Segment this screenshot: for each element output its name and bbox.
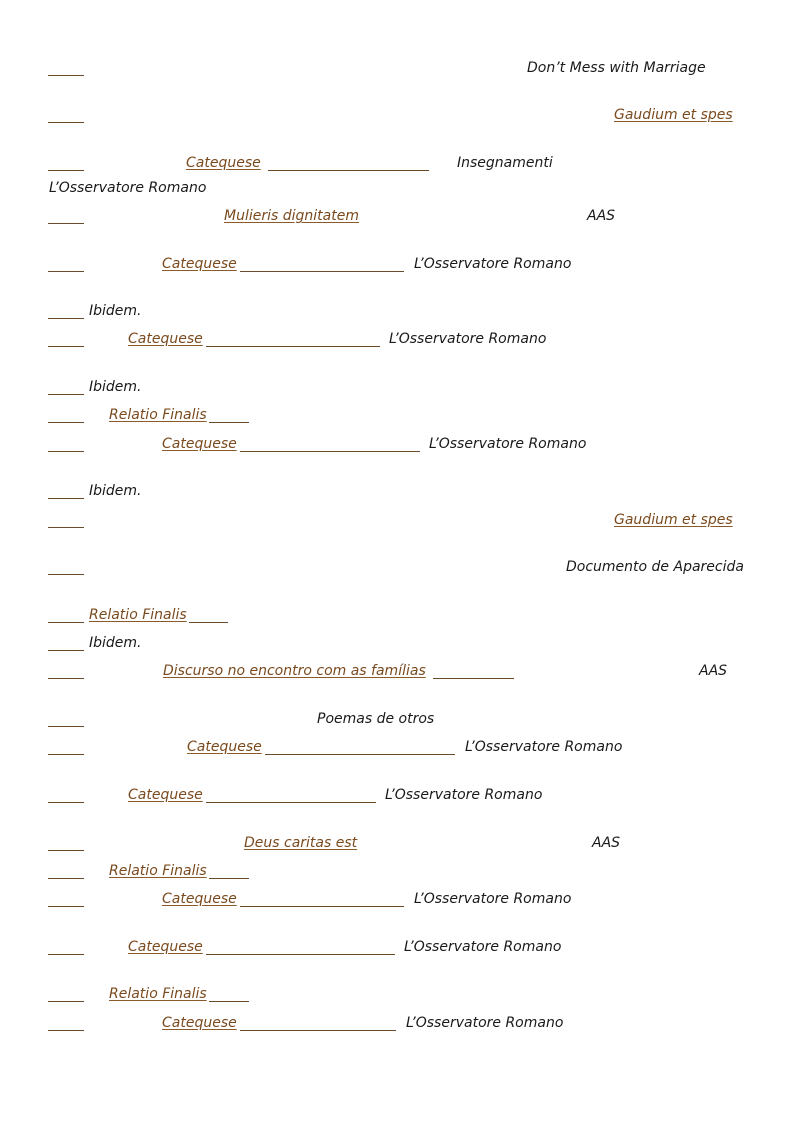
note-number-blank	[48, 527, 84, 528]
citation-blank	[240, 906, 404, 907]
footnote-line	[48, 481, 747, 501]
note-number-blank	[48, 754, 84, 755]
footnote-line	[48, 605, 747, 625]
citation-blank	[209, 878, 249, 879]
note-title-link[interactable]: Relatio Finalis	[109, 986, 207, 1002]
note-number-blank	[48, 678, 84, 679]
footnote-line	[48, 377, 747, 397]
note-source: L’Osservatore Romano	[404, 939, 562, 955]
footnote-line	[48, 510, 747, 530]
footnote-line	[48, 206, 747, 226]
citation-blank	[189, 622, 228, 623]
note-title-link[interactable]: Catequese	[162, 256, 237, 272]
note-number-blank	[48, 802, 84, 803]
note-number-blank	[48, 451, 84, 452]
note-number-blank	[48, 650, 84, 651]
note-number-blank	[48, 170, 84, 171]
note-number-blank	[48, 346, 84, 347]
note-number-blank	[48, 1001, 84, 1002]
note-title-link[interactable]: Relatio Finalis	[89, 607, 187, 623]
note-title-link[interactable]: Catequese	[128, 939, 203, 955]
note-number-blank	[48, 726, 84, 727]
note-number-blank	[48, 850, 84, 851]
note-source: L’Osservatore Romano	[414, 256, 572, 272]
footnote-line	[48, 58, 747, 78]
note-title-link[interactable]: Catequese	[162, 436, 237, 452]
note-title-link[interactable]: Catequese	[128, 331, 203, 347]
citation-blank	[268, 170, 429, 171]
note-title-link[interactable]: Catequese	[162, 891, 237, 907]
footnote-line	[48, 557, 747, 577]
footnote-continuation	[48, 178, 747, 198]
note-source: AAS	[592, 835, 621, 851]
footnote-line	[48, 329, 747, 349]
note-text: Ibidem.	[89, 635, 142, 651]
note-title-link[interactable]: Relatio Finalis	[109, 407, 207, 423]
note-title: Poemas de otros	[317, 711, 435, 727]
note-number-blank	[48, 75, 84, 76]
note-number-blank	[48, 122, 84, 123]
note-number-blank	[48, 622, 84, 623]
note-text: Ibidem.	[89, 379, 142, 395]
footnote-line	[48, 709, 747, 729]
footnote-line	[48, 785, 747, 805]
note-number-blank	[48, 954, 84, 955]
citation-blank	[265, 754, 455, 755]
footnote-line	[48, 984, 747, 1004]
citation-blank	[206, 802, 376, 803]
citation-blank	[433, 678, 514, 679]
note-number-blank	[48, 574, 84, 575]
citation-blank	[206, 346, 380, 347]
note-title: Documento de Aparecida	[566, 559, 744, 575]
footnote-line	[48, 737, 747, 757]
note-source: L’Osservatore Romano	[429, 436, 587, 452]
note-title-link[interactable]: Catequese	[162, 1015, 237, 1031]
note-number-blank	[48, 498, 84, 499]
footnote-line	[48, 105, 747, 125]
citation-blank	[240, 1030, 396, 1031]
footnote-line	[48, 434, 747, 454]
note-source: L’Osservatore Romano	[406, 1015, 564, 1031]
footnote-line	[48, 661, 747, 681]
note-source: L’Osservatore Romano	[389, 331, 547, 347]
note-title-link[interactable]: Deus caritas est	[244, 835, 358, 851]
footnote-line	[48, 833, 747, 853]
footnote-line	[48, 254, 747, 274]
note-source: L’Osservatore Romano	[465, 739, 623, 755]
citation-blank	[209, 422, 249, 423]
note-source: L’Osservatore Romano	[414, 891, 572, 907]
note-number-blank	[48, 318, 84, 319]
note-title-link[interactable]: Mulieris dignitatem	[224, 208, 359, 224]
note-number-blank	[48, 223, 84, 224]
note-source: AAS	[587, 208, 616, 224]
note-text: Ibidem.	[89, 303, 142, 319]
footnote-line	[48, 153, 747, 173]
footnote-line	[48, 405, 747, 425]
footnote-line	[48, 861, 747, 881]
note-source: Insegnamenti	[457, 155, 553, 171]
citation-blank	[240, 271, 404, 272]
note-number-blank	[48, 394, 84, 395]
note-title-link[interactable]: Gaudium et spes	[614, 107, 733, 123]
note-title-link[interactable]: Discurso no encontro com as famílias	[163, 663, 426, 679]
footnote-line	[48, 633, 747, 653]
footnote-line	[48, 937, 747, 957]
note-title-link[interactable]: Catequese	[128, 787, 203, 803]
note-number-blank	[48, 271, 84, 272]
note-title-link[interactable]: Catequese	[187, 739, 262, 755]
footnote-line	[48, 301, 747, 321]
footnote-line	[48, 889, 747, 909]
note-number-blank	[48, 1030, 84, 1031]
note-title: Don’t Mess with Marriage	[527, 60, 706, 76]
footnote-line	[48, 1013, 747, 1033]
note-number-blank	[48, 906, 84, 907]
note-text: Ibidem.	[89, 483, 142, 499]
citation-blank	[206, 954, 395, 955]
note-number-blank	[48, 878, 84, 879]
citation-blank	[209, 1001, 249, 1002]
citation-blank	[240, 451, 420, 452]
note-title-link[interactable]: Relatio Finalis	[109, 863, 207, 879]
note-source: L’Osservatore Romano	[49, 180, 207, 196]
note-number-blank	[48, 422, 84, 423]
note-source: L’Osservatore Romano	[385, 787, 543, 803]
note-title-link[interactable]: Catequese	[186, 155, 261, 171]
note-source: AAS	[699, 663, 728, 679]
note-title-link[interactable]: Gaudium et spes	[614, 512, 733, 528]
